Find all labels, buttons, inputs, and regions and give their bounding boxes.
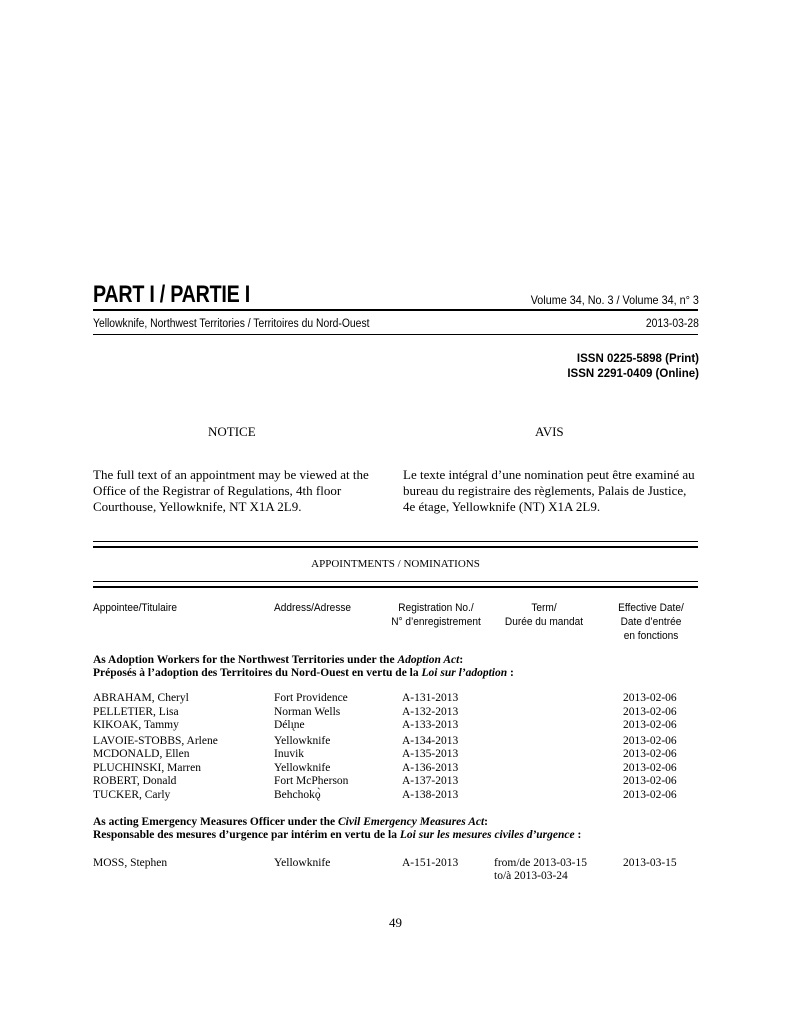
column-header-term bbox=[489, 601, 599, 629]
section-text: Préposés à l’adoption des Territoires du Nord-Ouest en vertu de la bbox=[93, 667, 422, 679]
appointee-name: MCDONALD, Ellen bbox=[93, 748, 190, 760]
act-title: Loi sur les mesures civiles d’urgence bbox=[399, 829, 575, 841]
appointee-address: Fort Providence bbox=[274, 692, 348, 704]
registration-number: A-131-2013 bbox=[402, 692, 459, 704]
column-header-text: Registration No./ bbox=[398, 602, 474, 614]
column-header-registration bbox=[381, 601, 491, 629]
registration-number: A-132-2013 bbox=[402, 706, 459, 718]
registration-number: A-137-2013 bbox=[402, 775, 459, 787]
appointments-rule-3 bbox=[93, 581, 698, 582]
header-rule-bottom bbox=[93, 334, 698, 335]
act-title: Loi sur l’adoption bbox=[421, 667, 508, 679]
notice-english-text bbox=[93, 467, 393, 515]
appointee-name: PELLETIER, Lisa bbox=[93, 706, 179, 718]
appointments-rule-4 bbox=[93, 586, 698, 588]
appointee-name: PLUCHINSKI, Marren bbox=[93, 762, 201, 774]
effective-date: 2013-02-06 bbox=[623, 762, 677, 774]
effective-date: 2013-02-06 bbox=[623, 706, 677, 718]
column-header-text: Durée du mandat bbox=[504, 616, 584, 628]
notice-fr-line: bureau du registraire des règlements, Palais de Justice, bbox=[403, 483, 687, 498]
notice-fr-line: 4e étage, Yellowknife (NT) X1A 2L9. bbox=[403, 499, 601, 514]
section-emergency-heading bbox=[93, 816, 581, 842]
appointee-address: Délı̨ne bbox=[274, 719, 305, 731]
appointee-address: Yellowknife bbox=[274, 857, 331, 869]
section-heading-fr bbox=[93, 829, 581, 842]
page-number: 49 bbox=[389, 915, 402, 930]
column-header-text: Effective Date/ bbox=[618, 602, 684, 614]
notice-heading: NOTICE bbox=[208, 424, 256, 439]
section-text: : bbox=[484, 816, 489, 828]
notice-french-text bbox=[403, 467, 703, 515]
appointee-address: Fort McPherson bbox=[274, 775, 349, 787]
registration-number: A-151-2013 bbox=[402, 857, 459, 869]
header-rule-top bbox=[93, 309, 698, 311]
section-heading-en bbox=[93, 654, 514, 667]
issn-print: ISSN 0225-5898 (Print) bbox=[576, 353, 699, 365]
act-title: Civil Emergency Measures Act bbox=[337, 816, 485, 828]
registration-number: A-135-2013 bbox=[402, 748, 459, 760]
appointee-address: Behchokǫ̀ bbox=[274, 789, 321, 801]
appointments-rule-1 bbox=[93, 541, 698, 542]
avis-heading: AVIS bbox=[535, 424, 564, 439]
effective-date: 2013-02-06 bbox=[623, 789, 677, 801]
section-text: As acting Emergency Measures Officer under the bbox=[93, 816, 338, 828]
appointee-name: MOSS, Stephen bbox=[93, 857, 168, 869]
appointee-name: ABRAHAM, Cheryl bbox=[93, 692, 189, 704]
section-heading-fr bbox=[93, 667, 514, 680]
effective-date: 2013-02-06 bbox=[623, 748, 677, 760]
column-header-effective-date bbox=[596, 601, 706, 643]
effective-date: 2013-02-06 bbox=[623, 719, 677, 731]
notice-en-line: The full text of an appointment may be viewed at the bbox=[93, 467, 369, 482]
term-from: from/de 2013-03-15 bbox=[494, 857, 587, 869]
appointee-name: KIKOAK, Tammy bbox=[93, 719, 179, 731]
registration-number: A-134-2013 bbox=[402, 735, 459, 747]
section-text: : bbox=[459, 654, 464, 666]
term-to: to/à 2013-03-24 bbox=[494, 870, 568, 882]
appointee-name: ROBERT, Donald bbox=[93, 775, 177, 787]
section-text: As Adoption Workers for the Northwest Territories under the bbox=[93, 654, 398, 666]
appointments-heading: APPOINTMENTS / NOMINATIONS bbox=[311, 558, 480, 570]
appointee-address: Norman Wells bbox=[274, 706, 341, 718]
section-adoption-heading bbox=[93, 654, 514, 680]
appointee-address: Yellowknife bbox=[274, 762, 331, 774]
effective-date: 2013-03-15 bbox=[623, 857, 677, 869]
effective-date: 2013-02-06 bbox=[623, 775, 677, 787]
column-header-text: Term/ bbox=[531, 602, 557, 614]
appointee-name: LAVOIE-STOBBS, Arlene bbox=[93, 735, 218, 747]
effective-date: 2013-02-06 bbox=[623, 735, 677, 747]
section-text: : bbox=[574, 829, 582, 841]
location-line: Yellowknife, Northwest Territories / Territoires du Nord-Ouest bbox=[93, 318, 370, 330]
column-header-text: Date d’entrée bbox=[620, 616, 682, 628]
notice-fr-line: Le texte intégral d’une nomination peut être examiné au bbox=[403, 467, 695, 482]
column-header-text: en fonctions bbox=[623, 630, 679, 642]
volume-info: Volume 34, No. 3 / Volume 34, n° 3 bbox=[530, 293, 699, 307]
act-title: Adoption Act bbox=[397, 654, 460, 666]
part-title: PART I / PARTIE I bbox=[93, 281, 250, 308]
appointee-address: Inuvik bbox=[274, 748, 305, 760]
appointee-name: TUCKER, Carly bbox=[93, 789, 171, 801]
appointee-address: Yellowknife bbox=[274, 735, 331, 747]
section-text: Responsable des mesures d’urgence par intérim en vertu de la bbox=[93, 829, 400, 841]
registration-number: A-136-2013 bbox=[402, 762, 459, 774]
registration-number: A-133-2013 bbox=[402, 719, 459, 731]
column-header-text: N° d’enregistrement bbox=[391, 616, 481, 628]
issn-online: ISSN 2291-0409 (Online) bbox=[567, 368, 699, 380]
appointments-rule-2 bbox=[93, 546, 698, 548]
effective-date: 2013-02-06 bbox=[623, 692, 677, 704]
section-heading-en bbox=[93, 816, 581, 829]
column-header-appointee: Appointee/Titulaire bbox=[93, 602, 178, 614]
notice-en-line: Office of the Registrar of Regulations, 4th floor bbox=[93, 483, 342, 498]
issue-date: 2013-03-28 bbox=[646, 318, 699, 330]
column-header-address: Address/Adresse bbox=[274, 602, 352, 614]
notice-en-line: Courthouse, Yellowknife, NT X1A 2L9. bbox=[93, 499, 302, 514]
registration-number: A-138-2013 bbox=[402, 789, 459, 801]
section-text: : bbox=[507, 667, 514, 679]
